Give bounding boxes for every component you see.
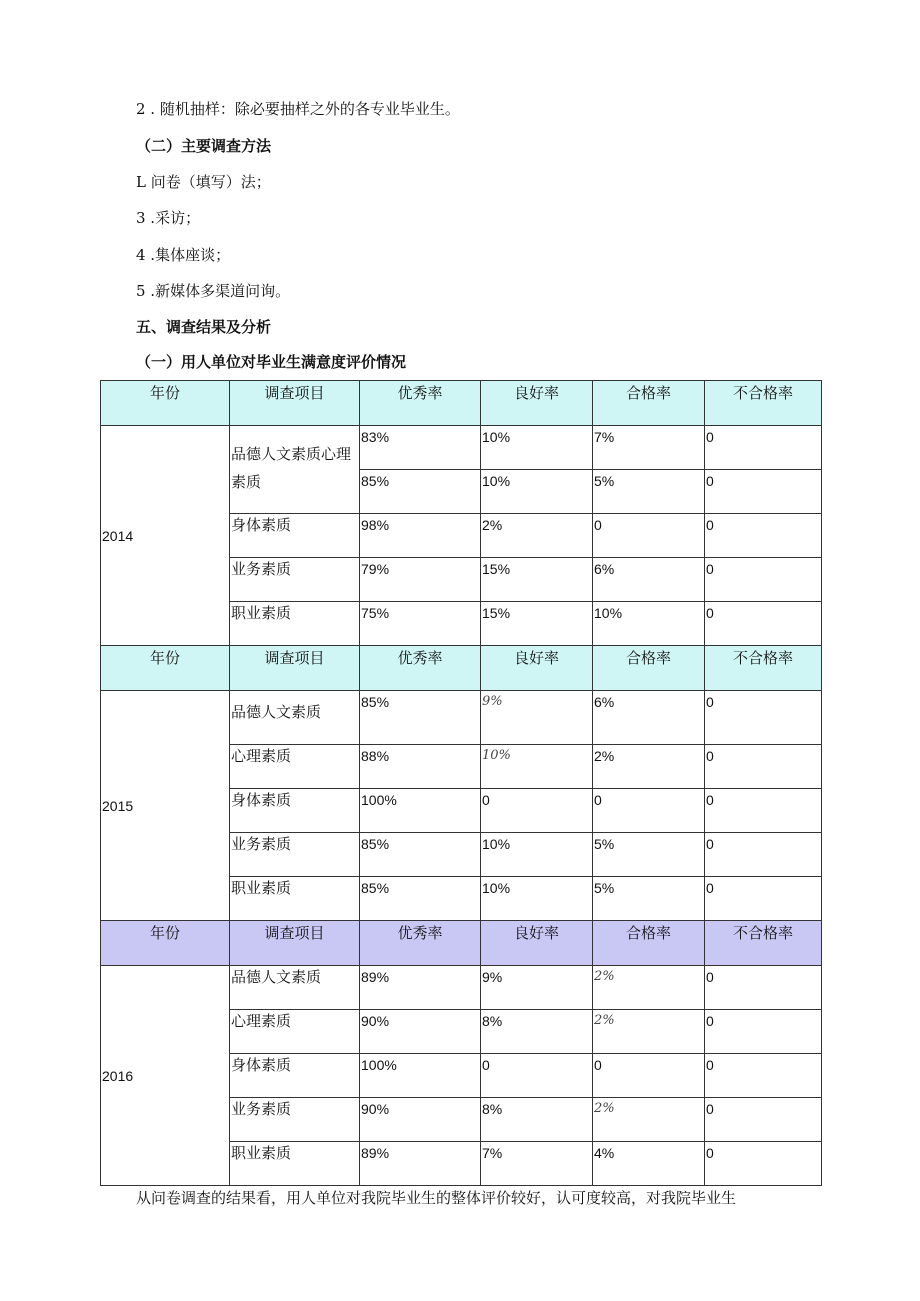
cell-fail: 0 xyxy=(705,514,822,558)
cell-fail: 0 xyxy=(705,558,822,602)
cell-excellent: 89% xyxy=(360,966,481,1010)
cell-fail: 0 xyxy=(705,1142,822,1186)
item-cell: 身体素质 xyxy=(230,1054,360,1098)
header-year: 年份 xyxy=(101,646,230,691)
header-year: 年份 xyxy=(101,381,230,426)
cell-good: 15% xyxy=(481,558,593,602)
item-cell: 心理素质 xyxy=(230,1010,360,1054)
header-item: 调查项目 xyxy=(230,921,360,966)
header-item: 调查项目 xyxy=(230,646,360,691)
year-cell: 2015 xyxy=(101,691,230,921)
cell-fail: 0 xyxy=(705,470,822,514)
subsection-heading-satisfaction: （一）用人单位对毕业生满意度评价情况 xyxy=(136,353,407,371)
item-cell: 业务素质 xyxy=(230,558,360,602)
item-cell: 身体素质 xyxy=(230,514,360,558)
item-cell: 心理素质 xyxy=(230,745,360,789)
cell-fail: 0 xyxy=(705,426,822,470)
item-cell: 职业素质 xyxy=(230,877,360,921)
item-cell: 业务素质 xyxy=(230,833,360,877)
header-fail: 不合格率 xyxy=(705,921,822,966)
cell-pass: 2% xyxy=(593,745,705,789)
cell-excellent: 83% xyxy=(360,426,481,470)
cell-excellent: 89% xyxy=(360,1142,481,1186)
table-header-row xyxy=(101,921,822,966)
section-heading-methods: （二）主要调查方法 xyxy=(136,137,272,155)
cell-excellent: 85% xyxy=(360,877,481,921)
cell-fail: 0 xyxy=(705,602,822,646)
header-pass: 合格率 xyxy=(593,381,705,426)
method-item-1: L 问卷（填写）法； xyxy=(136,173,271,191)
cell-fail: 0 xyxy=(705,789,822,833)
cell-pass: 6% xyxy=(593,691,705,745)
cell-pass: 5% xyxy=(593,470,705,514)
cell-fail: 0 xyxy=(705,1054,822,1098)
cell-pass: 0 xyxy=(593,514,705,558)
cell-good: 9% xyxy=(481,691,593,745)
header-good: 良好率 xyxy=(481,921,593,966)
cell-good: 0 xyxy=(481,789,593,833)
table-header-row xyxy=(101,646,822,691)
cell-fail: 0 xyxy=(705,877,822,921)
cell-pass: 5% xyxy=(593,877,705,921)
cell-pass: 2% xyxy=(593,1098,705,1142)
header-pass: 合格率 xyxy=(593,921,705,966)
table-row xyxy=(101,426,822,470)
method-item-3: 3 .采访； xyxy=(136,209,201,227)
cell-fail: 0 xyxy=(705,1098,822,1142)
cell-fail: 0 xyxy=(705,745,822,789)
item-cell: 身体素质 xyxy=(230,789,360,833)
cell-excellent: 75% xyxy=(360,602,481,646)
cell-good: 10% xyxy=(481,877,593,921)
table-header-row xyxy=(101,381,822,426)
cell-pass: 2% xyxy=(593,966,705,1010)
table-row xyxy=(101,691,822,745)
cell-pass: 7% xyxy=(593,426,705,470)
cell-good: 0 xyxy=(481,1054,593,1098)
section-heading-results: 五、调查结果及分析 xyxy=(136,318,272,336)
header-good: 良好率 xyxy=(481,381,593,426)
cell-pass: 0 xyxy=(593,789,705,833)
cell-fail: 0 xyxy=(705,966,822,1010)
cell-good: 10% xyxy=(481,470,593,514)
item-cell: 品德人文素质 xyxy=(230,691,360,745)
header-excellent: 优秀率 xyxy=(360,646,481,691)
item-cell: 职业素质 xyxy=(230,1142,360,1186)
cell-pass: 0 xyxy=(593,1054,705,1098)
conclusion-paragraph: 从问卷调查的结果看，用人单位对我院毕业生的整体评价较好，认可度较高，对我院毕业生 xyxy=(136,1189,737,1207)
cell-good: 10% xyxy=(481,745,593,789)
satisfaction-table xyxy=(100,380,822,1186)
cell-pass: 4% xyxy=(593,1142,705,1186)
table-row xyxy=(101,966,822,1010)
cell-pass: 2% xyxy=(593,1010,705,1054)
cell-excellent: 85% xyxy=(360,833,481,877)
cell-fail: 0 xyxy=(705,691,822,745)
cell-good: 8% xyxy=(481,1010,593,1054)
cell-excellent: 90% xyxy=(360,1098,481,1142)
cell-excellent: 85% xyxy=(360,691,481,745)
header-fail: 不合格率 xyxy=(705,646,822,691)
item-cell: 业务素质 xyxy=(230,1098,360,1142)
item-cell: 品德人文素质 xyxy=(230,966,360,1010)
cell-pass: 6% xyxy=(593,558,705,602)
header-excellent: 优秀率 xyxy=(360,381,481,426)
cell-fail: 0 xyxy=(705,833,822,877)
cell-good: 7% xyxy=(481,1142,593,1186)
cell-excellent: 100% xyxy=(360,789,481,833)
cell-fail: 0 xyxy=(705,1010,822,1054)
method-item-4: 4 .集体座谈； xyxy=(136,246,231,264)
cell-good: 15% xyxy=(481,602,593,646)
cell-pass: 10% xyxy=(593,602,705,646)
cell-good: 2% xyxy=(481,514,593,558)
item-cell: 职业素质 xyxy=(230,602,360,646)
header-good: 良好率 xyxy=(481,646,593,691)
year-cell: 2014 xyxy=(101,426,230,646)
cell-excellent: 88% xyxy=(360,745,481,789)
cell-pass: 5% xyxy=(593,833,705,877)
cell-good: 9% xyxy=(481,966,593,1010)
header-item: 调查项目 xyxy=(230,381,360,426)
year-cell: 2016 xyxy=(101,966,230,1186)
cell-excellent: 85% xyxy=(360,470,481,514)
header-excellent: 优秀率 xyxy=(360,921,481,966)
item-cell: 品德人文素质心理素质 xyxy=(230,426,360,514)
method-item-5: 5 .新媒体多渠道问询。 xyxy=(136,282,291,300)
header-fail: 不合格率 xyxy=(705,381,822,426)
cell-good: 10% xyxy=(481,833,593,877)
cell-good: 8% xyxy=(481,1098,593,1142)
cell-excellent: 90% xyxy=(360,1010,481,1054)
cell-excellent: 79% xyxy=(360,558,481,602)
cell-good: 10% xyxy=(481,426,593,470)
cell-excellent: 98% xyxy=(360,514,481,558)
sampling-item-2: 2 . 随机抽样：除必要抽样之外的各专业毕业生。 xyxy=(136,100,460,118)
header-year: 年份 xyxy=(101,921,230,966)
cell-excellent: 100% xyxy=(360,1054,481,1098)
header-pass: 合格率 xyxy=(593,646,705,691)
